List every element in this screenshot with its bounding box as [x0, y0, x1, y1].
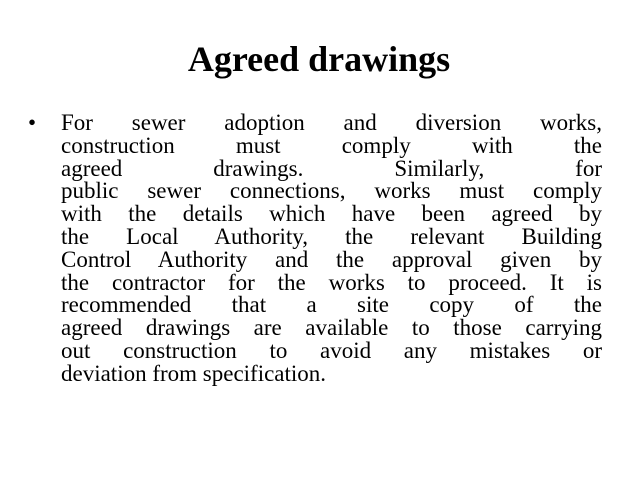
bullet-icon: •	[28, 110, 37, 135]
bullet-text-line: Control Authority and the approval given by	[61, 246, 602, 272]
bullet-text-line: recommended that a site copy of the	[61, 292, 602, 318]
bullet-text-line: the Local Authority, the relevant Building	[61, 223, 602, 249]
bullet-text-line: deviation from specification.	[61, 360, 327, 386]
bullet-text-line: the contractor for the works to proceed. It is	[61, 269, 602, 295]
slide-title: Agreed drawings	[187, 39, 451, 79]
bullet-list	[28, 112, 602, 386]
bullet-text-line: with the details which have been agreed by	[61, 201, 602, 227]
bullet-text-line: public sewer connections, works must comply	[61, 178, 602, 204]
bullet-text-line: construction must comply with the	[61, 132, 602, 158]
bullet-text-line: agreed drawings are available to those carrying	[61, 315, 602, 341]
bullet-item	[28, 112, 602, 386]
bullet-text-line: agreed drawings. Similarly, for	[61, 155, 602, 181]
bullet-text-line: For sewer adoption and diversion works,	[61, 110, 602, 135]
bullet-text-line: out construction to avoid any mistakes or	[61, 337, 602, 363]
